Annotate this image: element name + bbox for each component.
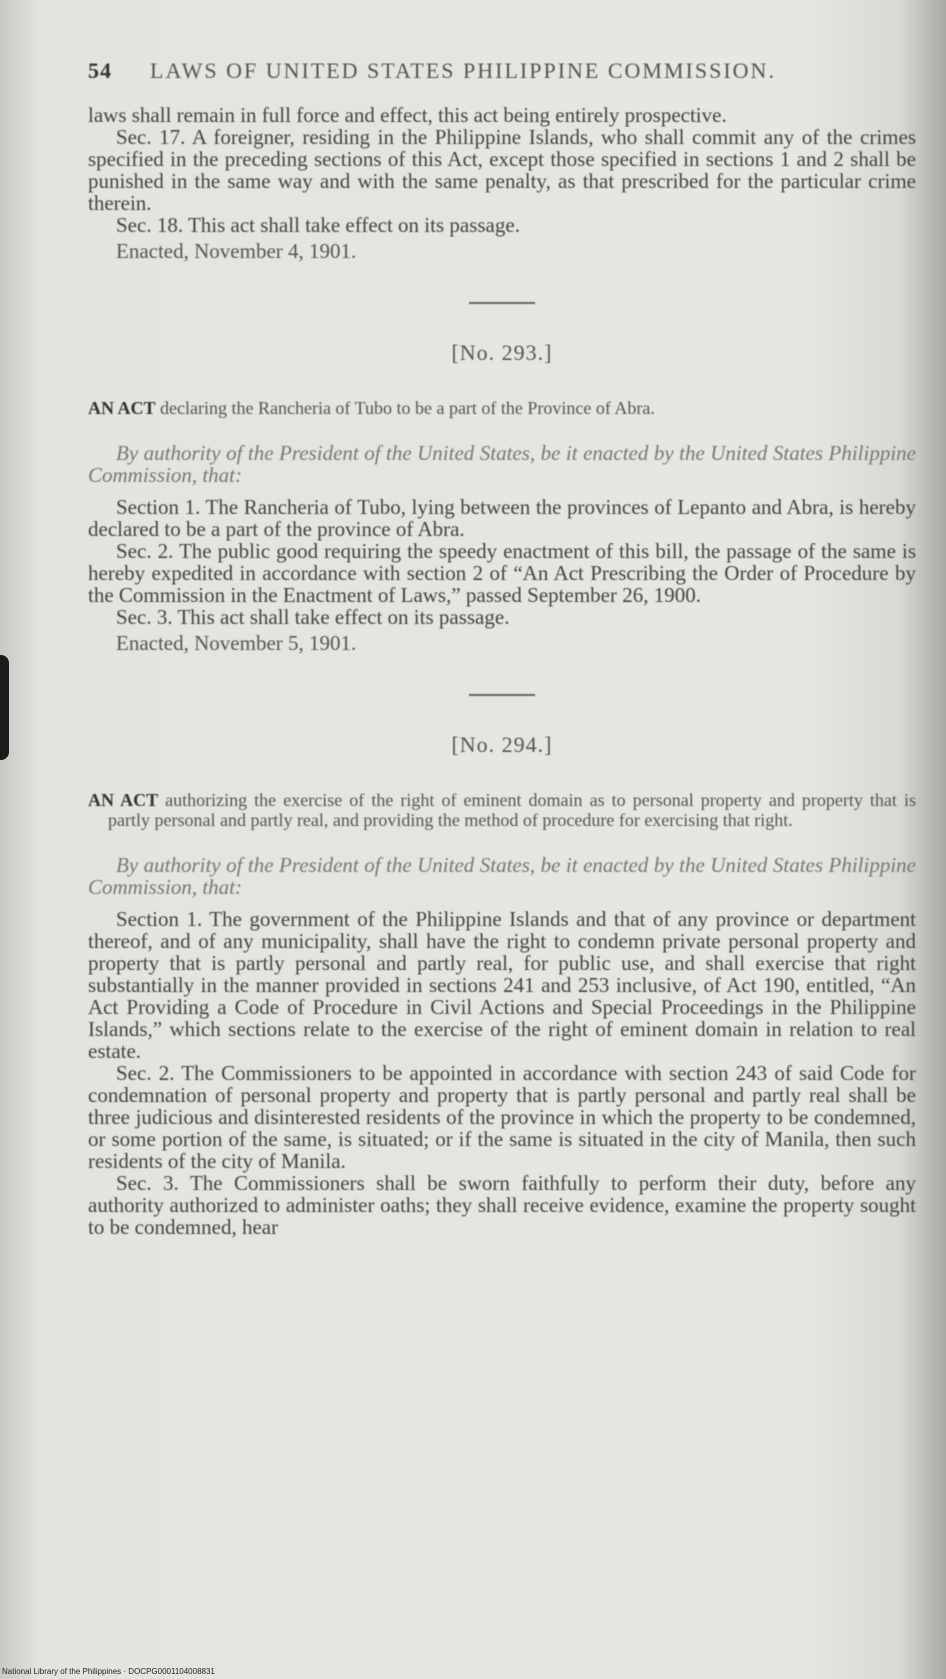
act-title-lead: AN ACT <box>88 790 159 810</box>
act-title <box>88 398 916 418</box>
enacting-clause: By authority of the President of the United States, be it enacted by the United States Philippine Commission, that: <box>88 853 916 899</box>
section-2: Sec. 2. The Commissioners to be appointed in accordance with section 243 of said Code for condemnation of personal property and property that is partly personal and partly real shall be three judicious and disinterested residents of the province in which the property to be condemned, or some portion of the same, is situated; or if the same is situated in the city of Manila, then such residents of the city of Manila. <box>88 1061 916 1173</box>
act-title-lead: AN ACT <box>88 398 156 418</box>
section-18: Sec. 18. This act shall take effect on its passage. <box>116 213 520 237</box>
act-number: [No. 293.] <box>451 340 553 365</box>
page-content <box>88 60 916 1238</box>
act-title-text: authorizing the exercise of the right of eminent domain as to personal property and property that is partly personal and partly real, and providing the method of procedure for exercising that right. <box>108 790 916 830</box>
section-3: Sec. 3. This act shall take effect on its passage. <box>116 605 510 629</box>
section-1: Section 1. The government of the Philippine Islands and that of any province or department thereof, and of any municipality, shall have the right to condemn private personal property and property that is partly personal and partly real, for public use, and shall exercise that right substantially in the manner provided in sections 241 and 253 inclusive, of Act 190, entitled, “An Act Providing a Code of Procedure in Civil Actions and Special Proceedings in the Philippine Islands,” which sections relate to the exercise of the right of eminent domain in relation to real estate. <box>88 907 916 1063</box>
continued-paragraph: laws shall remain in full force and effect, this act being entirely prospective. <box>88 103 727 127</box>
scan-footer: National Library of the Philippines · DOCPG0001104008831 <box>2 1667 215 1676</box>
section-2: Sec. 2. The public good requiring the speedy enactment of this bill, the passage of the same is hereby expedited in accordance with section 2 of “An Act Prescribing the Order of Procedure by the Commission in the Enactment of Laws,” passed September 26, 1900. <box>88 539 916 607</box>
section-3: Sec. 3. The Commissioners shall be sworn faithfully to perform their duty, before any authority authorized to administer oaths; they shall receive evidence, examine the property sought to be condemned, hear <box>88 1171 916 1239</box>
section-1: Section 1. The Rancheria of Tubo, lying between the provinces of Lepanto and Abra, is hereby declared to be a part of the province of Abra. <box>88 495 916 541</box>
enacted-date: Enacted, November 5, 1901. <box>116 631 357 655</box>
act-number: [No. 294.] <box>451 732 553 757</box>
section-divider <box>469 302 535 304</box>
running-head: LAWS OF UNITED STATES PHILIPPINE COMMISSION. <box>150 58 776 83</box>
enacted-date: Enacted, November 4, 1901. <box>116 239 357 263</box>
section-17: Sec. 17. A foreigner, residing in the Philippine Islands, who shall commit any of the crimes specified in the preceding sections of this Act, except those specified in sections 1 and 2 shall be punished in the same way and with the same penalty, as that prescribed for the particular crime therein. <box>88 125 916 215</box>
enacting-clause: By authority of the President of the United States, be it enacted by the United States Philippine Commission, that: <box>88 441 916 487</box>
page-header <box>88 60 916 82</box>
page-number: 54 <box>88 58 112 83</box>
act-title <box>88 790 916 830</box>
act-title-text: declaring the Rancheria of Tubo to be a part of the Province of Abra. <box>155 398 655 418</box>
binding-shadow <box>0 655 9 760</box>
section-divider <box>469 694 535 696</box>
